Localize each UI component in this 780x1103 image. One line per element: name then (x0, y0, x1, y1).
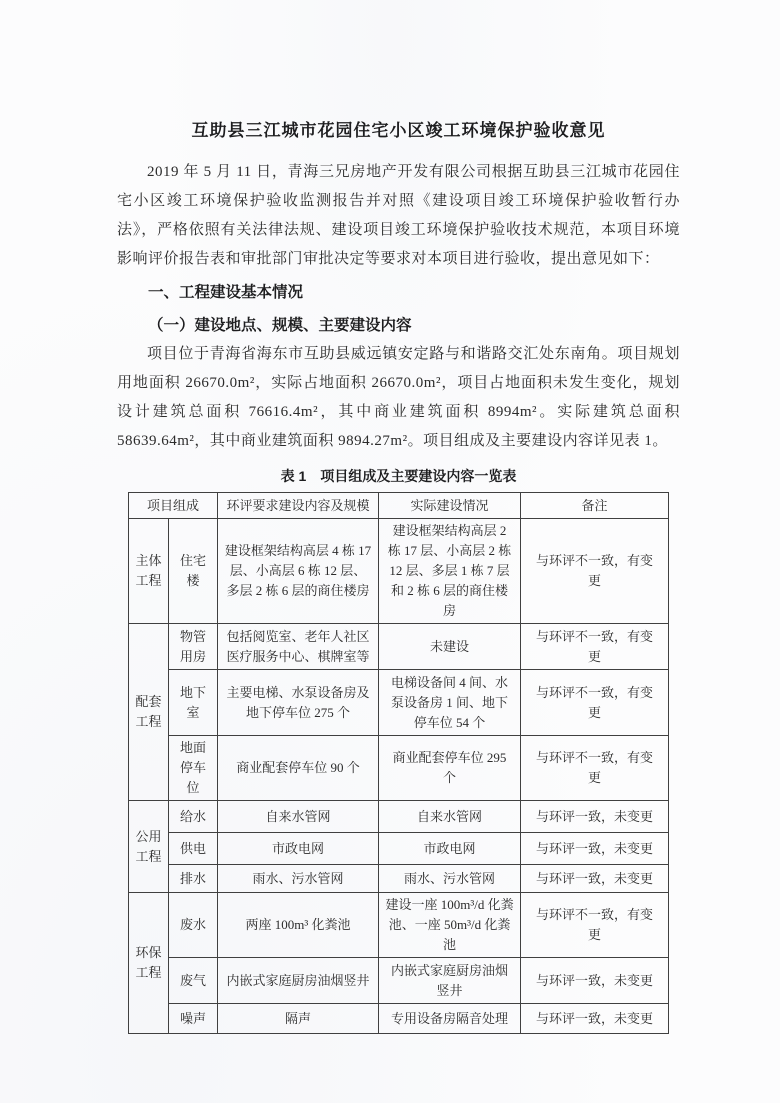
required-cell: 包括阅览室、老年人社区医疗服务中心、棋牌室等 (218, 624, 379, 670)
required-cell: 自来水管网 (218, 801, 379, 833)
table-row (129, 519, 669, 624)
item-cell: 废气 (169, 958, 218, 1004)
actual-cell: 内嵌式家庭厨房油烟竖井 (379, 958, 521, 1004)
actual-cell: 市政电网 (379, 833, 521, 865)
actual-cell: 电梯设备间 4 间、水泵设备房 1 间、地下停车位 54 个 (379, 670, 521, 736)
item-cell: 地下室 (169, 670, 218, 736)
actual-cell: 未建设 (379, 624, 521, 670)
item-cell: 供电 (169, 833, 218, 865)
required-cell: 隔声 (218, 1004, 379, 1034)
required-cell: 建设框架结构高层 4 栋 17 层、小高层 6 栋 12 层、多层 2 栋 6 层的商住楼房 (218, 519, 379, 624)
note-cell: 与环评不一致，有变更 (521, 893, 669, 958)
table-row (129, 1004, 669, 1034)
table-row (129, 958, 669, 1004)
item-cell: 物管用房 (169, 624, 218, 670)
actual-cell: 建设一座 100m³/d 化粪池、一座 50m³/d 化粪池 (379, 893, 521, 958)
required-cell: 内嵌式家庭厨房油烟竖井 (218, 958, 379, 1004)
group-cell-main-works: 主体工程 (129, 519, 169, 624)
required-cell: 主要电梯、水泵设备房及地下停车位 275 个 (218, 670, 379, 736)
table-1-caption: 表 1 项目组成及主要建设内容一览表 (280, 468, 517, 484)
note-cell: 与环评不一致，有变更 (521, 670, 669, 736)
table-row (129, 893, 669, 958)
project-composition-table (128, 492, 669, 1034)
item-cell: 废水 (169, 893, 218, 958)
item-cell: 地面停车位 (169, 736, 218, 801)
note-cell: 与环评一致，未变更 (521, 801, 669, 833)
note-cell: 与环评不一致，有变更 (521, 519, 669, 624)
table-row (129, 670, 669, 736)
note-cell: 与环评一致，未变更 (521, 833, 669, 865)
item-cell: 噪声 (169, 1004, 218, 1034)
col-header-note: 备注 (521, 493, 669, 519)
actual-cell: 商业配套停车位 295 个 (379, 736, 521, 801)
table-row (129, 624, 669, 670)
required-cell: 雨水、污水管网 (218, 865, 379, 893)
note-cell: 与环评不一致，有变更 (521, 624, 669, 670)
table-row (129, 865, 669, 893)
actual-cell: 建设框架结构高层 2 栋 17 层、小高层 2 栋 12 层、多层 1 栋 7 层和 2 栋 6 层的商住楼房 (379, 519, 521, 624)
item-cell: 排水 (169, 865, 218, 893)
group-cell-supporting-works: 配套工程 (129, 624, 169, 801)
required-cell: 商业配套停车位 90 个 (218, 736, 379, 801)
required-cell: 两座 100m³ 化粪池 (218, 893, 379, 958)
table-row (129, 833, 669, 865)
col-header-actual: 实际建设情况 (379, 493, 521, 519)
table-row (129, 801, 669, 833)
item-cell: 给水 (169, 801, 218, 833)
note-cell: 与环评一致，未变更 (521, 865, 669, 893)
group-cell-public-works: 公用工程 (129, 801, 169, 893)
required-cell: 市政电网 (218, 833, 379, 865)
note-cell: 与环评一致，未变更 (521, 1004, 669, 1034)
group-cell-environmental-works: 环保工程 (129, 893, 169, 1034)
section-1-heading: 一、工程建设基本情况 (148, 284, 304, 301)
col-header-composition: 项目组成 (129, 493, 218, 519)
section-1-1-heading: （一）建设地点、规模、主要建设内容 (148, 317, 412, 334)
col-header-required: 环评要求建设内容及规模 (218, 493, 379, 519)
note-cell: 与环评不一致，有变更 (521, 736, 669, 801)
actual-cell: 雨水、污水管网 (379, 865, 521, 893)
table-header-row (129, 493, 669, 519)
intro-paragraph: 2019 年 5 月 11 日，青海三兄房地产开发有限公司根据互助县三江城市花园住宅小区竣工环境保护验收监测报告并对照《建设项目竣工环境保护验收暂行办法》，严格依照有关法律法规、建设项目竣工环境保护验收技术规范，本项目环境影响评价报告表和审批部门审批决定等要求对本项目进行验收，提出意见如下： (117, 164, 680, 267)
section-1-1-paragraph: 项目位于青海省海东市互助县威远镇安定路与和谐路交汇处东南角。项目规划用地面积 26670.0m²，实际占地面积 26670.0m²，项目占地面积未发生变化，规划设计建筑总面积 76616.4m²，其中商业建筑面积 8994m²。实际建筑总面积 58639.64m²，其中商业建筑面积 9894.27m²。项目组成及主要建设内容详见表 1。 (117, 346, 680, 449)
actual-cell: 自来水管网 (379, 801, 521, 833)
document-title: 互助县三江城市花园住宅小区竣工环境保护验收意见 (191, 121, 606, 140)
table-row (129, 736, 669, 801)
note-cell: 与环评一致，未变更 (521, 958, 669, 1004)
item-cell: 住宅楼 (169, 519, 218, 624)
actual-cell: 专用设备房隔音处理 (379, 1004, 521, 1034)
document-content (117, 118, 680, 1034)
